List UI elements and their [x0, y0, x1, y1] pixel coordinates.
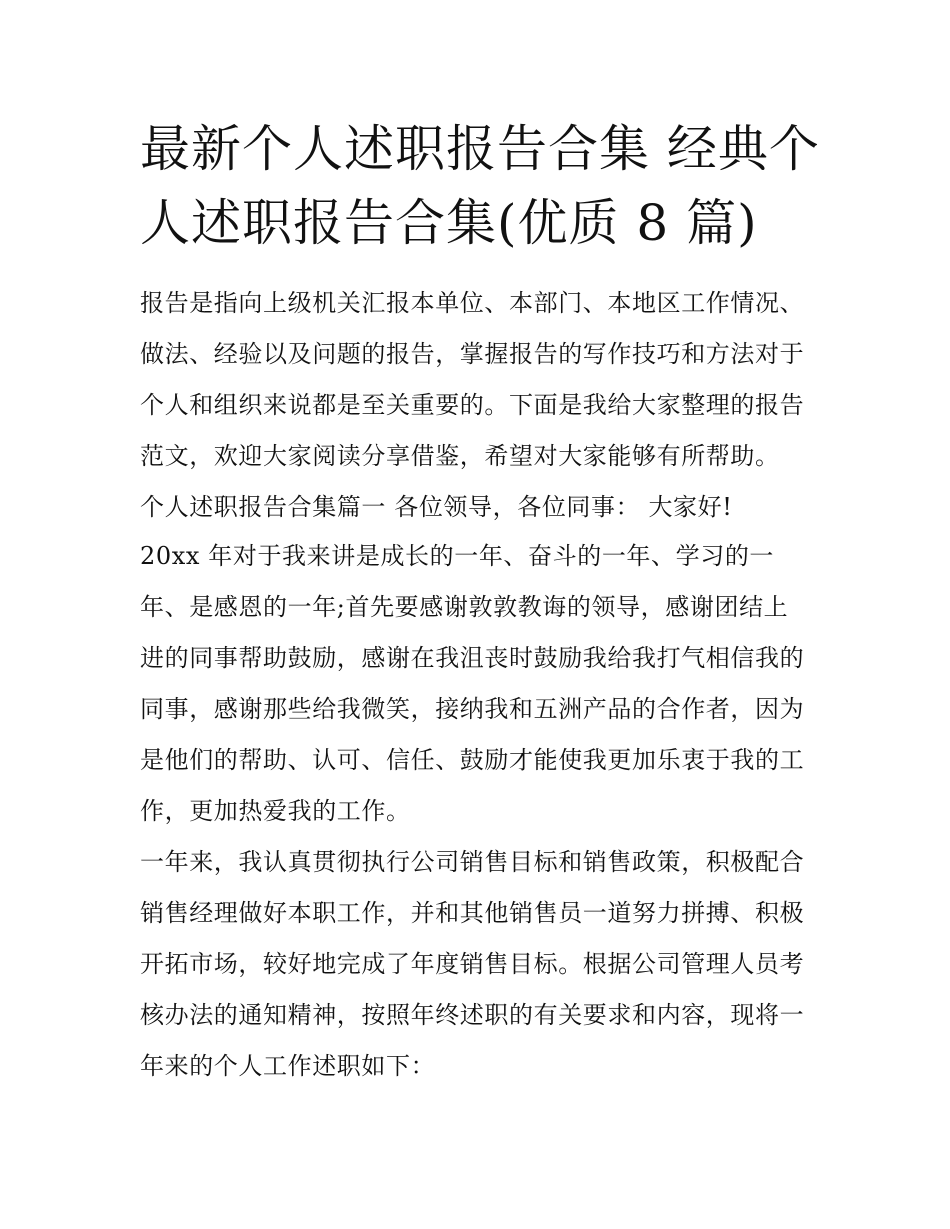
greeting-paragraph: 个人述职报告合集篇一 各位领导，各位同事： 大家好! — [140, 493, 733, 521]
document-title: 最新个人述职报告合集 经典个 人述职报告合集(优质 8 篇) — [140, 120, 820, 252]
work-summary-paragraph: 一年来，我认真贯彻执行公司销售目标和销售政策，积极配合 销售经理做好本职工作，并和其他销售员一道努力拼搏、积极 开拓市场，较好地完成了年度销售目标。根据公司管理人员考 核办法的通知精神，按照年终述职的有关要求和内容，现将一 年来的个人工作述职如下： — [140, 848, 805, 1080]
intro-paragraph: 报告是指向上级机关汇报本单位、本部门、本地区工作情况、 做法、经验以及问题的报告，掌握报告的写作技巧和方法对于 个人和组织来说都是至关重要的。下面是我给大家整理的报告 范文，欢迎大家阅读分享借鉴，希望对大家能够有所帮助。 — [140, 289, 805, 470]
thanks-paragraph: 20xx 年对于我来讲是成长的一年、奋斗的一年、学习的一 年、是感恩的一年;首先要感谢敦敦教诲的领导，感谢团结上 进的同事帮助鼓励，感谢在我沮丧时鼓励我给我打气相信我的 同事，感谢那些给我微笑，接纳我和五洲产品的合作者，因为 是他们的帮助、认可、信任、鼓励才能使我更加乐衷于我的工 作，更加热爱我的工作。 — [140, 542, 805, 825]
